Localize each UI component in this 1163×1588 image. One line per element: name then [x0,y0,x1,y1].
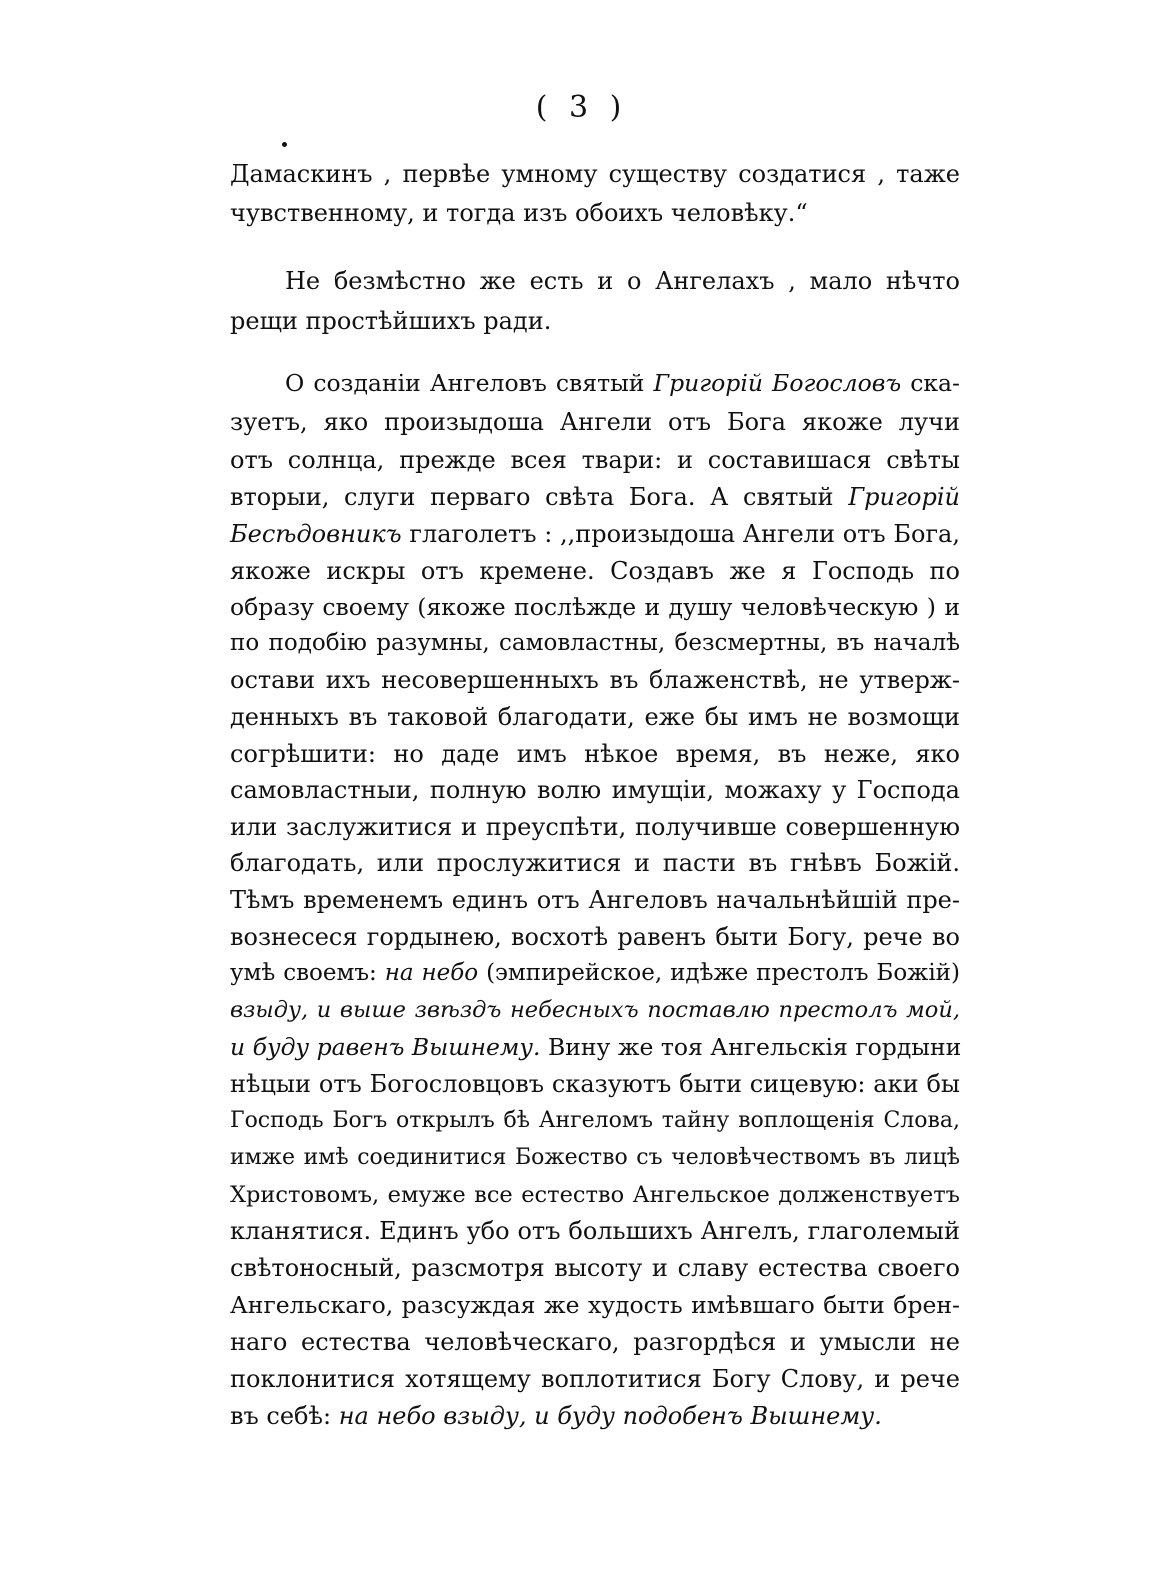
text-span: глаголетъ : ,,произыдоша Ангели отъ Бога, [401,520,960,548]
text-line: якоже искры отъ кремене. Создавъ же я Господь по [230,557,960,585]
text-line: самовластныи, полную волю имущіи, можаху у Господа [230,776,960,804]
text-line: наго естества человѣческаго, разгордѣся и умысли не [230,1328,960,1356]
text-line [285,366,960,400]
italic-quote: и буду равенъ Вышнему. [230,1033,541,1061]
text-line: Христовомъ, емуже все естество Ангельское долженствуетъ [230,1182,960,1208]
text-span: вторыи, слуги перваго свѣта Бога. А святый [230,483,849,511]
italic-quote: взыду, и выше звѣздъ небесныхъ поставлю престолъ мой, [230,997,960,1023]
text-span: въ себѣ: [230,1402,339,1430]
text-line: зуетъ, яко произыдоша Ангели отъ Бога якоже лучи [230,408,960,436]
text-line: Ангельскаго, разсуждая же худость имѣвшаго быти брен- [230,1291,960,1319]
text-line: благодать, или прослужитися и пасти въ гнѣвъ Божій. [230,849,960,877]
page-number: ( 3 ) [535,90,628,125]
stray-dot-mark [282,142,287,147]
text-line: кланятися. Единъ убо отъ большихъ Ангелъ, глаголемый [230,1217,960,1245]
text-line [230,480,960,514]
text-line [230,956,960,990]
text-line [230,1399,960,1433]
text-span: умѣ своемъ: [230,960,385,986]
italic-quote: на небо взыду, и буду подобенъ Вышнему. [338,1402,882,1430]
text-line: или заслужитися и преуспѣти, получивше совершенную [230,813,960,841]
text-line: Дамаскинъ , первѣе умному существу создатися , таже [230,160,960,188]
text-line: отъ солнца, прежде всея твари: и составишася свѣты [230,446,960,474]
text-line: поклонитися хотящему воплотитися Богу Слову, и рече [230,1365,960,1393]
text-line: Не безмѣстно же есть и о Ангелахъ , мало нѣчто [285,267,960,295]
text-line [230,993,960,1027]
text-span: (эмпирейское, идѣже престолъ Божій) [478,960,960,986]
text-span: ска- [901,369,960,397]
text-line: рещи простѣйшихъ ради. [230,307,552,335]
text-line: денныхъ въ таковой благодати, еже бы имъ не возмощи [230,703,960,731]
text-line: вознесеся гордынею, восхотѣ равенъ быти Богу, рече во [230,923,960,951]
text-line: образу своему (якоже послѣжде и душу человѣческую ) и [230,593,960,621]
text-line: чувственному, и тогда изъ обоихъ человѣку.“ [230,199,808,227]
text-line: имже имѣ соединитися Божество съ человѣчествомъ въ лицѣ [230,1145,960,1170]
text-span: О созданіи Ангеловъ святый [285,369,654,397]
text-line: Господь Богъ открылъ бѣ Ангеломъ тайну воплощенія Слова, [230,1108,960,1133]
italic-name: Григорій [848,483,960,511]
text-line: свѣтоносный, разсмотря высоту и славу естества своего [230,1254,960,1282]
text-span: Вину же тоя Ангельскія гордыни [540,1033,962,1061]
text-line [230,1030,960,1064]
text-line: нѣцыи отъ Богословцовъ сказуютъ быти сицевую: аки бы [230,1070,960,1098]
italic-quote: на небо [384,960,479,986]
italic-name: Бесѣдовникъ [230,520,402,548]
text-line [230,517,960,551]
text-line: по подобію разумны, самовластны, безсмертны, въ началѣ [230,630,960,656]
text-line: Тѣмъ временемъ единъ отъ Ангеловъ начальнѣйшій пре- [230,886,960,914]
italic-name: Григорій Богословъ [653,369,902,397]
text-line: согрѣшити: но даде имъ нѣкое время, въ неже, яко [230,740,960,768]
text-line: остави ихъ несовершенныхъ въ блаженствѣ, не утверж- [230,666,960,694]
